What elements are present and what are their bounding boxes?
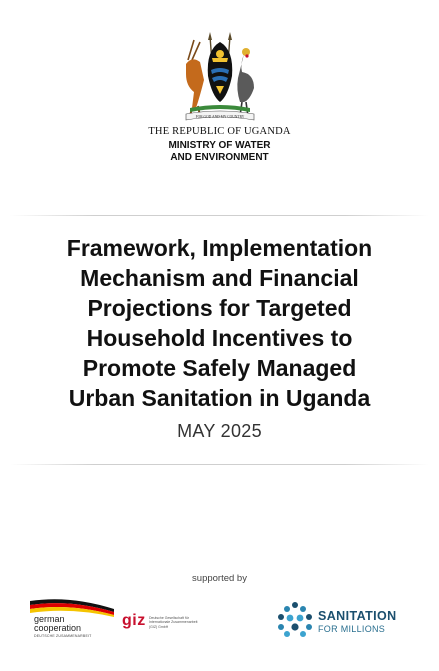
- coat-of-arms-motto: FOR GOD AND MY COUNTRY: [195, 115, 245, 119]
- bottom-divider: [10, 464, 429, 465]
- sanitation-dots-icon: [276, 601, 314, 639]
- giz-wordmark: giz: [122, 612, 146, 629]
- title-line: Mechanism and Financial: [80, 265, 359, 291]
- for-millions-wordmark: FOR MILLIONS: [318, 624, 386, 634]
- title-line: Household Incentives to: [86, 325, 353, 351]
- ministry-name: [0, 140, 439, 164]
- title-line: Framework, Implementation: [66, 235, 373, 261]
- sanitation-wordmark: SANITATION: [318, 609, 397, 623]
- ministry-line-2: AND ENVIRONMENT: [170, 152, 269, 163]
- giz-full-name: Deutsche Gesellschaft für Internationale Zusammenarbeit (GIZ) GmbH: [149, 616, 198, 629]
- title-line: Promote Safely Managed: [82, 355, 357, 381]
- supported-by-label: supported by: [192, 573, 247, 584]
- ministry-line-1: MINISTRY OF WATER: [168, 140, 271, 151]
- title-line: Urban Sanitation in Uganda: [68, 385, 371, 411]
- publication-date: MAY 2025: [177, 421, 262, 441]
- document-title: [20, 233, 419, 413]
- title-line: Projections for Targeted: [87, 295, 352, 321]
- top-divider: [10, 215, 429, 216]
- german-cooperation-line-3: DEUTSCHE ZUSAMMENARBEIT: [34, 634, 92, 638]
- giz-logo: [122, 612, 200, 642]
- sanitation-for-millions-logo: [276, 601, 416, 641]
- german-cooperation-logo: [30, 597, 114, 641]
- republic-label: THE REPUBLIC OF UGANDA: [148, 126, 291, 137]
- german-cooperation-line-1: german: [34, 614, 65, 624]
- german-cooperation-line-2: cooperation: [34, 623, 82, 633]
- uganda-coat-of-arms: [170, 30, 270, 122]
